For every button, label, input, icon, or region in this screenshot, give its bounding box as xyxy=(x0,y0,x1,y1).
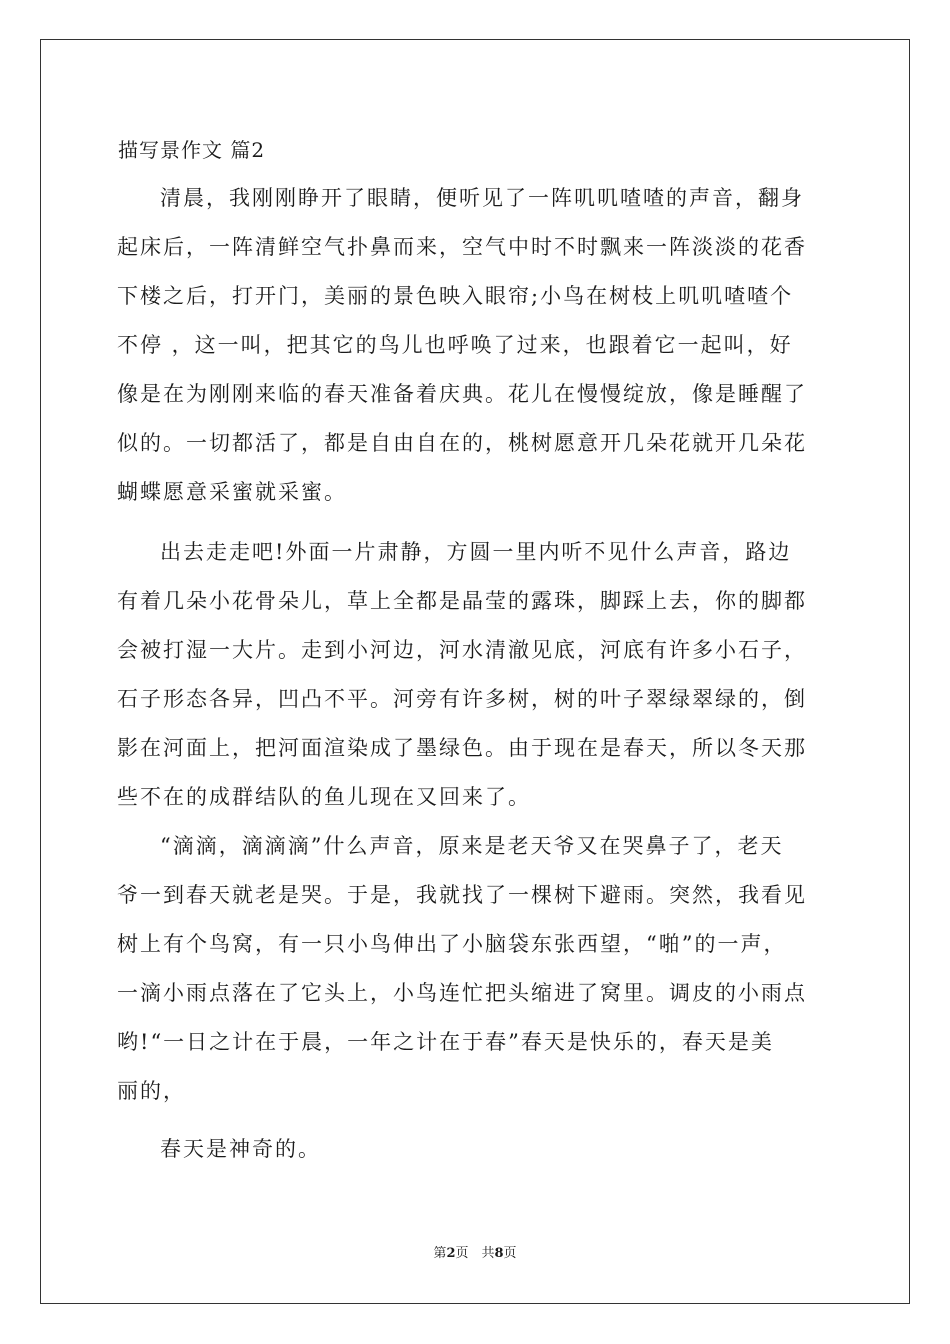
text-line: 有着几朵小花骨朵儿，草上全都是晶莹的露珠，脚踩上去，你的脚都 xyxy=(117,589,807,613)
text-line: 树上有个鸟窝，有一只小鸟伸出了小脑袋东张西望，“啪”的一声， xyxy=(117,932,787,956)
text-line: 起床后，一阵清鲜空气扑鼻而来，空气中时不时飘来一阵淡淡的花香 xyxy=(117,235,807,259)
text-line: “滴滴，滴滴滴”什么声音，原来是老天爷又在哭鼻子了，老天 xyxy=(160,834,784,858)
text-line: 出去走走吧!外面一片肃静，方圆一里内听不见什么声音，路边 xyxy=(160,540,792,564)
text-line: 石子形态各异，凹凸不平。河旁有许多树，树的叶子翠绿翠绿的，倒 xyxy=(117,687,807,711)
footer-page-number: 2 xyxy=(446,1246,456,1261)
text-line: 一滴小雨点落在了它头上，小鸟连忙把头缩进了窝里。调皮的小雨点 xyxy=(117,981,807,1005)
footer-mid: 页 共 xyxy=(455,1246,495,1261)
footer-prefix: 第 xyxy=(433,1246,447,1261)
text-line: 爷一到春天就老是哭。于是，我就找了一棵树下避雨。突然，我看见 xyxy=(117,883,807,907)
text-line: 影在河面上，把河面渲染成了墨绿色。由于现在是春天，所以冬天那 xyxy=(117,736,807,760)
text-line: 丽的， xyxy=(117,1079,186,1103)
text-line: 蝴蝶愿意采蜜就采蜜。 xyxy=(117,480,347,504)
footer-page-total: 8 xyxy=(494,1246,504,1261)
text-line: 下楼之后，打开门，美丽的景色映入眼帘;小鸟在树枝上叽叽喳喳个 xyxy=(117,284,794,308)
text-line: 些不在的成群结队的鱼儿现在又回来了。 xyxy=(117,785,531,809)
text-line: 像是在为刚刚来临的春天准备着庆典。花儿在慢慢绽放，像是睡醒了 xyxy=(117,382,807,406)
article-title: 描写景作文 篇2 xyxy=(118,138,266,162)
text-line: 清晨，我刚刚睁开了眼睛，便听见了一阵叽叽喳喳的声音，翻身 xyxy=(160,186,804,210)
text-line: 不停 ，这一叫，把其它的鸟儿也呼唤了过来，也跟着它一起叫，好 xyxy=(117,333,793,357)
text-line: 会被打湿一大片。走到小河边，河水清澈见底，河底有许多小石子， xyxy=(117,638,807,662)
footer-suffix: 页 xyxy=(503,1246,517,1261)
text-line: 春天是神奇的。 xyxy=(160,1137,321,1161)
text-line: 哟!“一日之计在于晨，一年之计在于春”春天是快乐的，春天是美 xyxy=(117,1030,774,1054)
text-line: 似的。一切都活了，都是自由自在的，桃树愿意开几朵花就开几朵花 xyxy=(117,431,807,455)
page-border xyxy=(40,39,910,1304)
page-footer xyxy=(0,1245,950,1263)
